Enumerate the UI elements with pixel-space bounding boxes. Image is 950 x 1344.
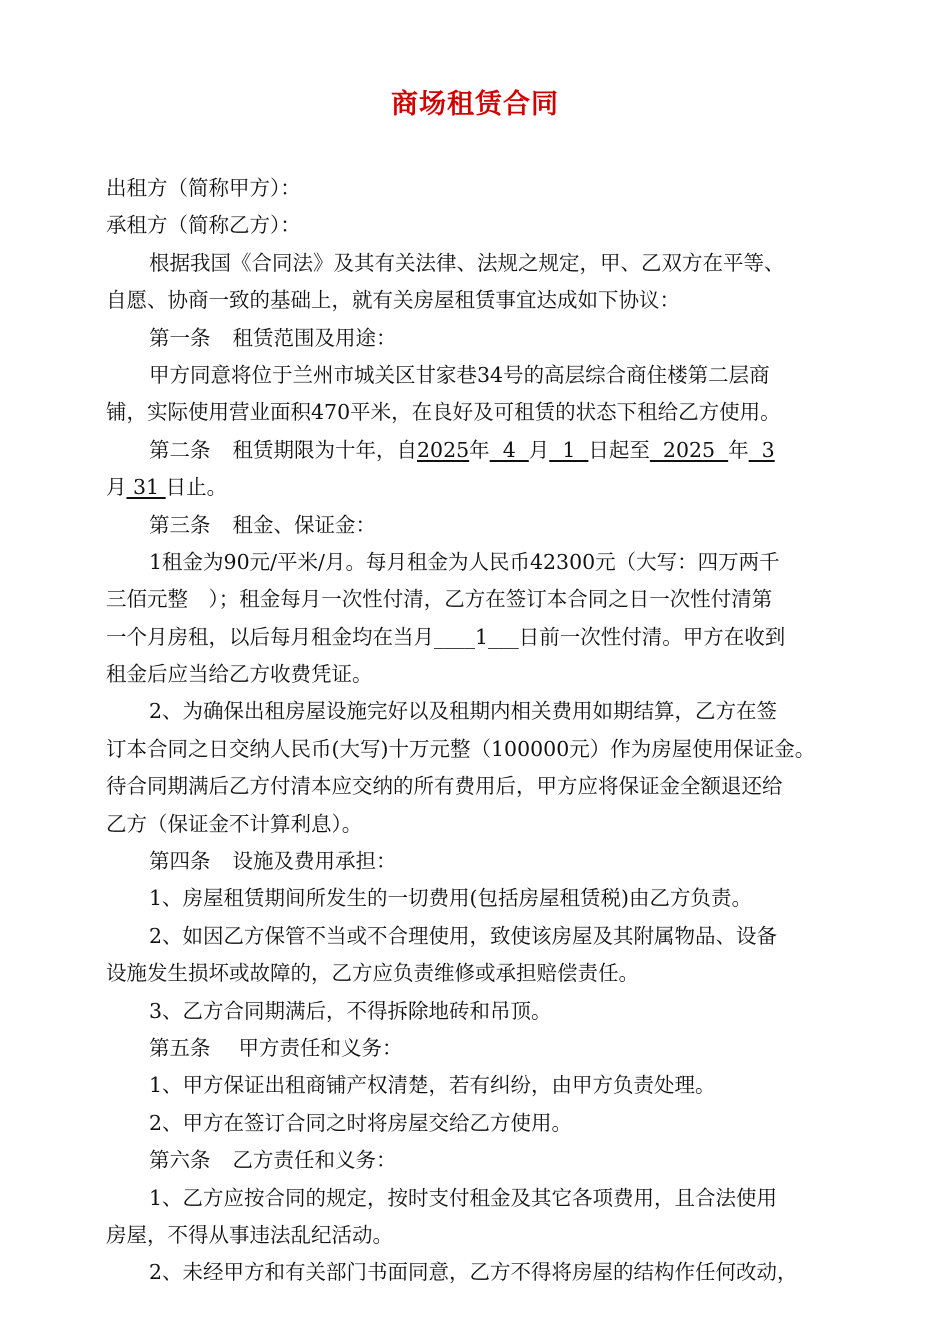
lessee-line: 承租方（简称乙方）： xyxy=(106,213,301,238)
paragraph-line: 铺，实际使用营业面积470平米，在良好及可租赁的状态下租给乙方使用。 xyxy=(106,400,781,425)
article-number: 第二条 xyxy=(149,437,211,462)
paragraph-line: 设施发生损坏或故障的，乙方应负责维修或承担赔偿责任。 xyxy=(106,961,639,986)
lessor-line: 出租方（简称甲方）： xyxy=(106,176,301,200)
paragraph-line: 2、如因乙方保管不当或不合理使用，致使该房屋及其附属物品、设备 xyxy=(149,923,778,948)
year-label: 年 xyxy=(728,437,749,462)
document-body xyxy=(106,170,846,1292)
paragraph-line: 3、乙方合同期满后，不得拆除地砖和吊顶。 xyxy=(149,998,552,1023)
paragraph-line: 1租金为90元/平米/月。每月租金为人民币42300元（大写：四万两千 xyxy=(149,549,780,574)
article-title: 租金、保证金： xyxy=(232,512,376,537)
article-2-line-2 xyxy=(106,469,846,506)
month-label: 月 xyxy=(528,437,550,462)
document-title: 商场租赁合同 xyxy=(391,89,559,120)
article-4-heading xyxy=(106,843,846,880)
paragraph-line: 租金后应当给乙方收费凭证。 xyxy=(106,662,373,687)
article-title: 甲方责任和义务： xyxy=(238,1035,403,1060)
start-year-blank: 2025 xyxy=(417,437,470,462)
article-1-heading xyxy=(106,320,846,357)
paragraph-line xyxy=(106,619,846,656)
year-label: 年 xyxy=(469,437,490,462)
paragraph-line: 1、房屋租赁期间所发生的一切费用(包括房屋租赁税)由乙方负责。 xyxy=(149,886,753,911)
article-title: 乙方责任和义务： xyxy=(232,1148,397,1173)
article-number: 第六条 xyxy=(149,1148,211,1173)
intro-line: 自愿、协商一致的基础上，就有关房屋租赁事宜达成如下协议： xyxy=(106,288,680,313)
paragraph-line: 1、乙方应按合同的规定，按时支付租金及其它各项费用，且合法使用 xyxy=(149,1185,778,1210)
month-label: 月 xyxy=(106,475,127,500)
intro-line: 根据我国《合同法》及其有关法律、法规之规定，甲、乙双方在平等、 xyxy=(149,250,785,275)
paragraph-line: 订本合同之日交纳人民币(大写)十万元整（100000元）作为房屋使用保证金。 xyxy=(106,736,816,761)
day-end-label: 日止。 xyxy=(165,475,228,500)
rent-text: 一个月房租，以后每月租金均在当月 xyxy=(106,624,434,649)
paragraph-line: 2、甲方在签订合同之时将房屋交给乙方使用。 xyxy=(149,1110,573,1135)
start-day-blank: 1 xyxy=(549,437,589,462)
rent-text: 日前一次性付清。甲方在收到 xyxy=(518,624,786,649)
article-title: 设施及费用承担： xyxy=(232,849,397,874)
article-number: 第三条 xyxy=(149,512,211,537)
article-2-line xyxy=(106,432,846,469)
payment-day-blank: ____1___ xyxy=(434,624,519,649)
day-from-label: 日起至 xyxy=(588,437,650,462)
article-number: 第四条 xyxy=(149,849,211,874)
end-month-blank: 3 xyxy=(748,437,775,462)
term-text: 租赁期限为十年，自 xyxy=(232,437,417,462)
paragraph-line: 1、甲方保证出租商铺产权清楚，若有纠纷，由甲方负责处理。 xyxy=(149,1073,716,1098)
paragraph-line: 三佰元整 ）；租金每月一次性付清，乙方在签订本合同之日一次性付清第 xyxy=(106,587,773,612)
article-number: 第一条 xyxy=(149,325,211,350)
paragraph-line: 房屋，不得从事违法乱纪活动。 xyxy=(106,1222,393,1247)
article-number: 第五条 xyxy=(149,1035,211,1060)
paragraph-line: 乙方（保证金不计算利息）。 xyxy=(106,811,363,836)
article-6-heading xyxy=(106,1142,846,1179)
paragraph-line: 待合同期满后乙方付清本应交纳的所有费用后，甲方应将保证金全额退还给 xyxy=(106,774,783,799)
end-year-blank: 2025 xyxy=(649,437,729,462)
article-3-heading xyxy=(106,507,846,544)
paragraph-line: 2、为确保出租房屋设施完好以及租期内相关费用如期结算，乙方在签 xyxy=(149,699,778,724)
paragraph-line: 2、未经甲方和有关部门书面同意，乙方不得将房屋的结构作任何改动， xyxy=(149,1260,798,1285)
article-5-heading xyxy=(106,1030,846,1067)
article-title: 租赁范围及用途： xyxy=(232,325,397,350)
paragraph-line: 甲方同意将位于兰州市城关区甘家巷34号的高层综合商住楼第二层商 xyxy=(149,362,770,387)
start-month-blank: 4 xyxy=(489,437,529,462)
end-day-blank: 31 xyxy=(126,475,166,500)
